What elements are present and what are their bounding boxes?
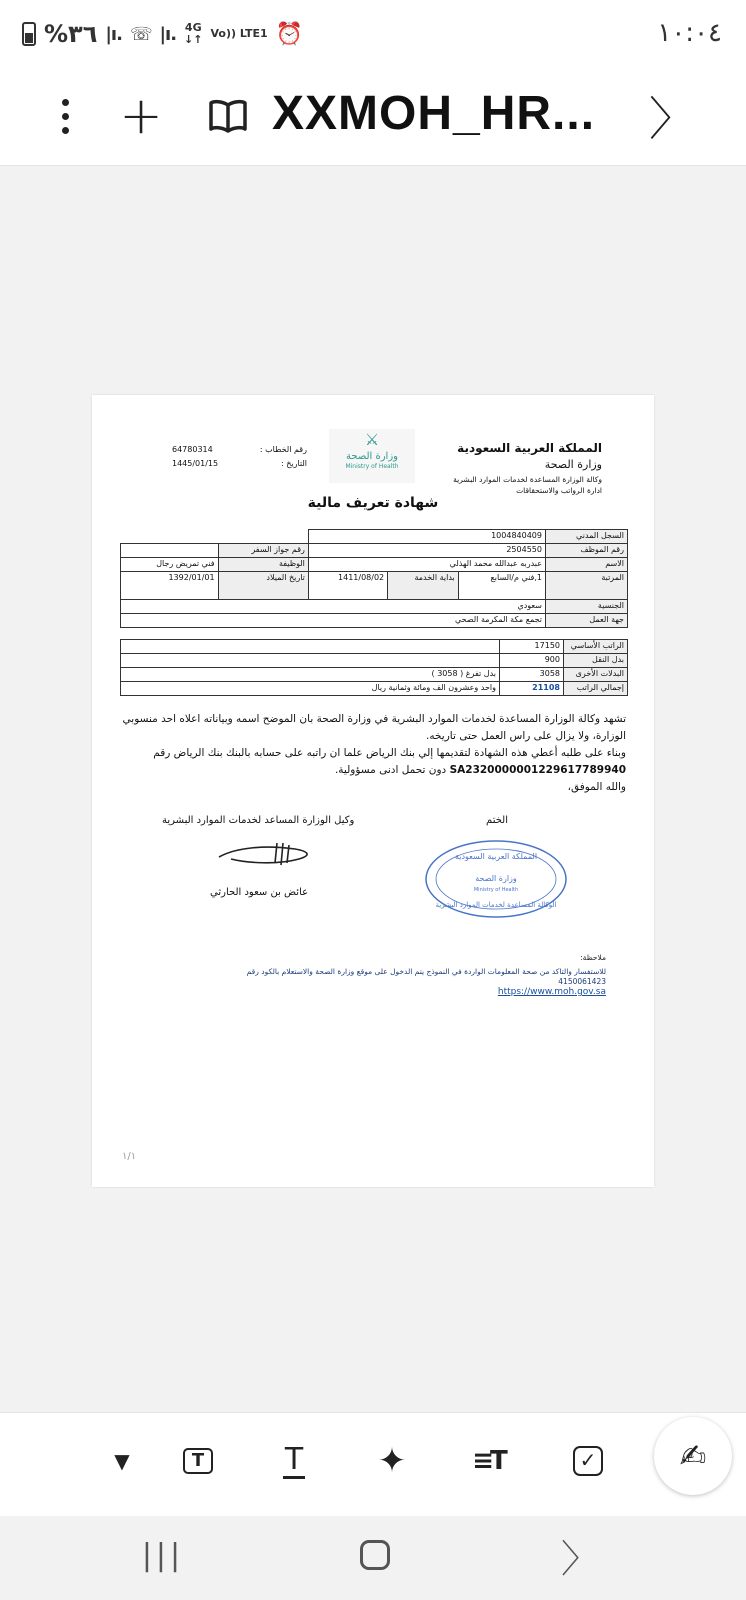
app-toolbar [0,70,746,166]
svg-text:وزارة الصحة: وزارة الصحة [475,874,517,883]
edit-toolbar [0,1412,746,1516]
call-icon: ☏ [129,23,152,45]
more-vertical-icon [62,99,69,134]
status-icons [22,20,303,48]
text-box-icon: T [183,1448,213,1474]
chevron-right-icon: 〉 [649,92,695,146]
ai-tool-button[interactable] [370,1439,414,1483]
sign-button[interactable] [654,1417,732,1495]
page-number: ١/١ [122,1151,137,1162]
next-button[interactable] [649,88,695,146]
palm-swords-icon: ⚔ [364,430,380,449]
text-align-button[interactable] [466,1439,510,1483]
text-tool-button[interactable] [272,1439,316,1483]
back-button[interactable] [560,1530,600,1580]
tools-dropdown-button[interactable] [100,1439,144,1483]
checkbox-icon: ✓ [573,1446,603,1476]
document-title: XXMOH_HR... [272,87,596,140]
alarm-icon: ⏰ [275,21,304,47]
text-align-icon: ≡T [472,1446,504,1476]
plus-icon: + [119,86,163,146]
agency-name: وكالة الوزارة المساعدة لخدمات الموارد البشرية [453,475,602,484]
home-icon [360,1540,390,1570]
salary-table: الراتب الأساسي 17150 بدل النقل 900 البدلات الأخرى 3058 بدل تفرغ ( 3058 ) إجمالي الراتب 21108 واحد وعشرون الف ومائة وثمانية ريال [120,639,628,696]
reading-mode-button[interactable] [204,88,252,144]
status-bar [0,0,746,70]
signal-2-icon: |ı. [159,23,177,45]
ministry-logo: ⚔ وزارة الصحة Ministry of Health [329,429,415,483]
seal-label: الختم [486,815,508,826]
text-underline-icon: T [284,1441,304,1477]
clock: ١٠:٠٤ [657,18,722,48]
recent-apps-button[interactable] [138,1530,188,1580]
agent-name: عائض بن سعود الحارثي [210,887,309,898]
department-name: ادارة الرواتب والاستحقاقات [516,486,602,495]
text-box-button[interactable] [176,1439,220,1483]
network-type: 4G ↓↑ [184,21,203,46]
triangle-down-icon: ▼ [114,1449,130,1473]
verification-note: ملاحظة: للاستفسار والتاكد من صحة المعلومات الواردة في النموذج يتم الدخول على موقع وزارة الصحة والاستعلام بالكود رقم 4150061423 https://www.moh.gov.sa [126,953,606,997]
document-header [453,441,602,495]
letter-meta: رقم الخطاب : 64780314 التاريخ : 1445/01/15 [172,445,307,468]
official-seal-stamp [422,837,570,921]
signature-icon: ✍ [679,1437,707,1475]
signature-image [217,839,317,869]
recent-apps-icon: ||| [141,1537,185,1573]
sparkle-icon: ✦ [377,1441,407,1481]
book-open-icon [208,99,248,133]
ministry-name: وزارة الصحة [544,458,602,471]
add-button[interactable] [118,88,164,144]
svg-text:المملكة العربية السعودية: المملكة العربية السعودية [454,852,538,861]
iban: SA2320000001229617789940 [449,764,626,776]
certificate-title: شهادة تعريف مالية [307,495,439,511]
document-page[interactable] [92,395,654,1187]
signal-icon: |ı. [105,23,122,45]
checkbox-tool-button[interactable] [566,1439,610,1483]
system-nav-bar [0,1516,746,1600]
signature-area [92,815,654,925]
svg-text:الوكالة المساعدة لخدمات الموار: الوكالة المساعدة لخدمات الموارد البشرية [435,901,557,909]
agent-title: وكيل الوزارة المساعد لخدمات الموارد البشرية [162,815,355,826]
battery-icon [22,22,36,46]
kingdom-name: المملكة العربية السعودية [457,441,602,455]
battery-level: %٣٦ [44,20,98,48]
certificate-body: تشهد وكالة الوزارة المساعدة لخدمات الموارد البشرية في وزارة الصحة بان الموضح اسمه وبياناته اعلاه احد منسوبي الوزارة، ولا يزال على راس العمل حتى تاريخه. وبناء على طلبه أعطي هذه الشهادة لتقديمها إلي بنك الرياض علما ان راتبه على حسابه بالبنك بنك الرياض رقم SA2320000001229617789940 دون تحمل ادنى مسؤولية. والله الموفق، [122,713,626,793]
more-options-button[interactable] [50,88,80,144]
employee-info-table: السجل المدني 1004840409 رقم الموظف 2504550 رقم جواز السفر الاسم عبدربه عبدالله محمد الهذلي الوظيفة فني تمريض رجال المرتبة 1,فني م/السابع بداية الخدمة 1411/08/02 تاريخ الميلاد 1392/01/01 الجنسية سعودي جهة العمل تجمع مكة المكرمة الصحي [120,529,628,628]
svg-text:Ministry of Health: Ministry of Health [473,887,519,893]
back-icon: 〉 [560,1536,599,1581]
volte-label: Vo)) LTE1 [210,27,268,40]
home-button[interactable] [350,1530,400,1580]
moh-website-link[interactable]: https://www.moh.gov.sa [497,987,606,997]
